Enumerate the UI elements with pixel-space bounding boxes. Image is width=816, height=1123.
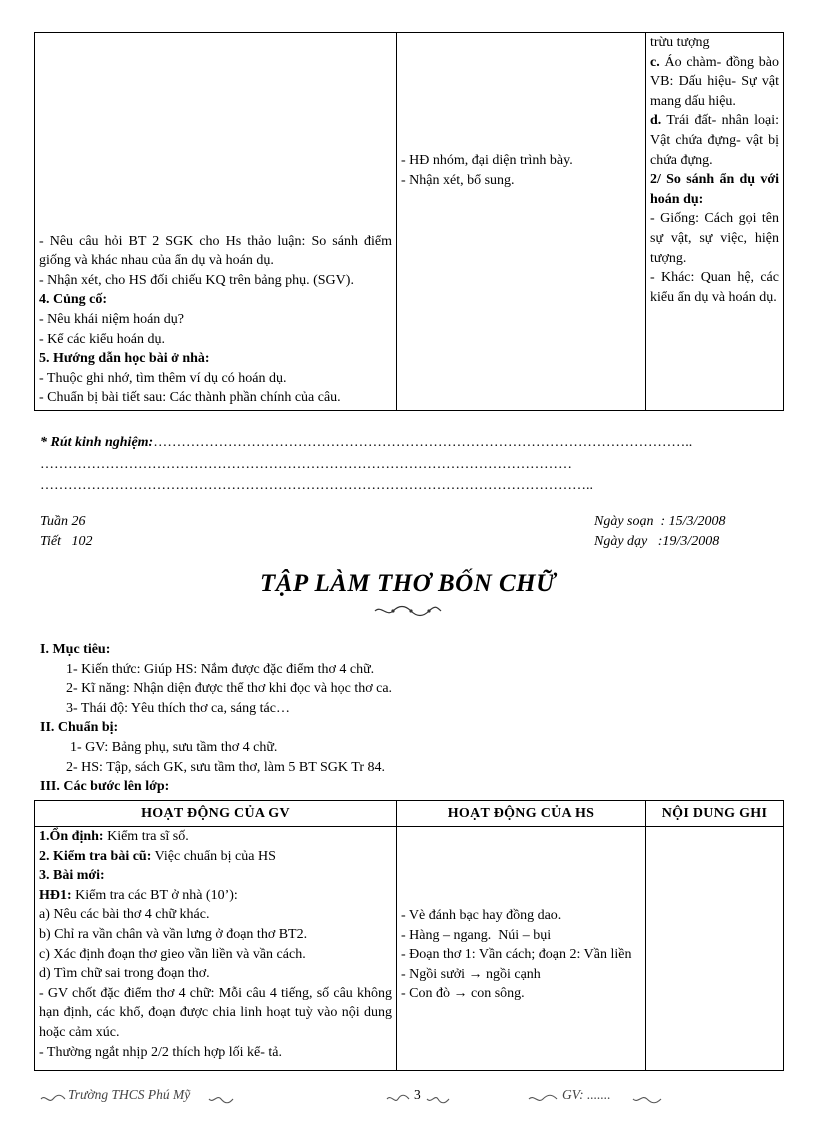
student-activity-cell: [397, 33, 646, 411]
review-notes-line: ………………………………………………………………………………………………………..: [40, 478, 593, 493]
teacher-activity-cell: [35, 827, 397, 1071]
teacher-task-item: - Thường ngắt nhịp 2/2 thích hợp lối kể- tả.: [39, 1044, 282, 1060]
student-answer-item: - Đoạn thơ 1: Vần cách; đoạn 2: Vần liền: [401, 947, 632, 963]
content-notes-cell: [646, 827, 784, 1071]
student-answer-item: - Ngồi sưởi → ngồi cạnh: [401, 966, 541, 982]
school-name: Trường THCS Phú Mỹ: [68, 1087, 191, 1102]
header-content-notes: NỘI DUNG GHI: [646, 801, 784, 827]
footer: [40, 1085, 780, 1107]
teacher-task-item: c) Xác định đoạn thơ gieo vần liền và vần cách.: [39, 946, 306, 962]
continued-lesson-table: [34, 32, 784, 411]
student-activity-cell: [397, 827, 646, 1071]
section-heading: III. Các bước lên lớp:: [40, 779, 170, 795]
student-answer-item: - Vè đánh bạc hay đồng dao.: [401, 908, 562, 923]
page-number: 3: [414, 1087, 421, 1102]
teacher-task-item: - GV chốt đặc điểm thơ 4 chữ: Mỗi câu 4 tiếng, số câu không hạn định, các khổ, đoạn được chia linh hoạt tuỳ vào nội dung hoặc cảm xúc.: [39, 985, 392, 1040]
prepare-date: Ngày soạn : 15/3/2008: [594, 514, 726, 529]
teacher-activity-line: - Chuẩn bị bài tiết sau: Các thành phần chính của câu.: [39, 390, 341, 406]
teach-date: Ngày dạy :19/3/2008: [594, 534, 720, 549]
review-notes-line: ……………………………………………………………………………………………………: [40, 457, 572, 472]
footer-ornament-icon: [208, 1090, 234, 1110]
teacher-activity-line: - Nêu câu hỏi BT 2 SGK cho Hs thảo luận: So sánh điểm giống và khác nhau của ẩn dụ và hoán dụ.: [39, 233, 392, 269]
footer-ornament-icon: [40, 1090, 66, 1110]
footer-ornament-icon: [426, 1090, 450, 1110]
lesson-activity-table: [34, 800, 784, 1071]
objective-item: 2- Kĩ năng: Nhận diện được thể thơ khi đọc và học thơ ca.: [66, 681, 393, 697]
footer-ornament-icon: [632, 1090, 662, 1110]
section-title: 5. Hướng dẫn học bài ở nhà:: [39, 351, 210, 367]
teacher-task-item: d) Tìm chữ sai trong đoạn thơ.: [39, 966, 210, 982]
header-student-activity: HOẠT ĐỘNG CỦA HS: [397, 801, 646, 827]
student-answer-item: - Hàng – ngang. Núi – bụi: [401, 927, 552, 943]
ornament-icon-shape: [373, 605, 443, 617]
section-heading: I. Mục tiêu:: [40, 642, 111, 657]
footer-ornament-icon: [528, 1090, 558, 1110]
objective-item: 3- Thái độ: Yêu thích thơ ca, sáng tác…: [66, 700, 290, 716]
teacher-name: GV: .......: [562, 1087, 611, 1102]
student-answer-item: - Con đò → con sông.: [401, 986, 525, 1002]
review-notes-line: * Rút kinh nghiệm:……………………………………………………………………………………………………..: [40, 435, 693, 450]
activity-1-line: HĐ1: Kiểm tra các BT ở nhà (10’):: [39, 887, 238, 903]
objectives-section: [40, 640, 780, 797]
ornament-icon: [0, 604, 816, 624]
section-title: 4. Củng cố:: [39, 292, 108, 308]
content-cell: [646, 33, 784, 411]
footer-ornament-icon: [386, 1090, 410, 1110]
teacher-activity-line: - Thuộc ghi nhớ, tìm thêm ví dụ có hoán dụ.: [39, 370, 287, 386]
header-teacher-activity: HOẠT ĐỘNG CỦA GV: [35, 801, 397, 827]
content-line: - Giống: Cách gọi tên sự vật, sự việc, hiện tượng.: [650, 211, 779, 266]
lesson-title: TẬP LÀM THƠ BỐN CHỮ: [259, 570, 556, 597]
student-activity-line: - HĐ nhóm, đại diện trình bày.: [401, 153, 573, 168]
teacher-task-item: a) Nêu các bài thơ 4 chữ khác.: [39, 907, 210, 923]
content-line: trừu tượng: [650, 35, 710, 50]
content-item-d: d. Trái đất- nhân loại: Vật chứa đựng- vật bị chứa đựng.: [650, 113, 780, 168]
preparation-item: 2- HS: Tập, sách GK, sưu tầm thơ, làm 5 BT SGK Tr 84.: [66, 759, 385, 775]
teacher-activity-line: - Nhận xét, cho HS đối chiếu KQ trên bảng phụ. (SGV).: [39, 272, 354, 288]
new-lesson-heading: 3. Bài mới:: [39, 868, 105, 884]
student-activity-line: - Nhận xét, bổ sung.: [401, 172, 515, 188]
teacher-activity-line: - Kể các kiểu hoán dụ.: [39, 331, 165, 347]
section-heading: II. Chuẩn bị:: [40, 720, 119, 736]
teacher-activity-line: - Nêu khái niệm hoán dụ?: [39, 312, 185, 328]
review-check-line: 2. Kiểm tra bài cũ: Việc chuẩn bị của HS: [39, 848, 276, 864]
content-line: - Khác: Quan hệ, các kiểu ẩn dụ và hoán dụ.: [650, 270, 779, 305]
period-label: Tiết 102: [40, 534, 93, 549]
content-heading: 2/ So sánh ẩn dụ với hoán dụ:: [650, 172, 779, 207]
objective-item: 1- Kiến thức: Giúp HS: Nắm được đặc điểm thơ 4 chữ.: [66, 661, 375, 677]
content-item-c: c. Áo chàm- đồng bào VB: Dấu hiệu- Sự vật mang dấu hiệu.: [650, 54, 779, 109]
stabilize-line: 1.Ổn định: Kiểm tra sĩ số.: [39, 829, 189, 844]
week-label: Tuần 26: [40, 514, 86, 529]
teacher-activity-cell: [35, 33, 397, 411]
preparation-item: 1- GV: Bảng phụ, sưu tầm thơ 4 chữ.: [70, 739, 278, 755]
teacher-task-item: b) Chỉ ra vần chân và vần lưng ở đoạn thơ BT2.: [39, 926, 308, 942]
